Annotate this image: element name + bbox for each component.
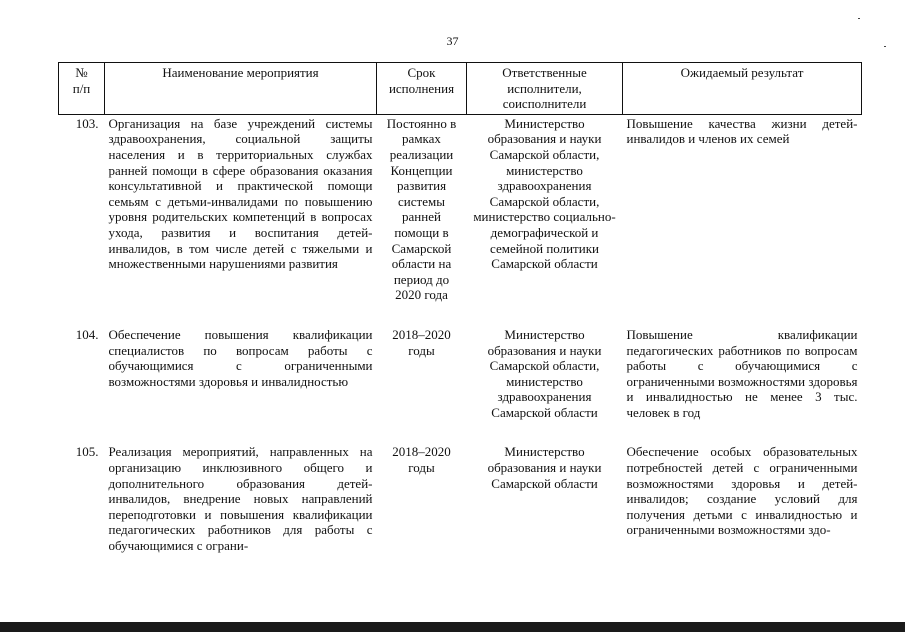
header-responsible-line1: Ответственные <box>502 65 587 80</box>
activity-name: Обеспечение повышения квалификации специалистов по вопросам работы с обучающимися с ограниченными возможностями здоровья и инвалидностью <box>108 326 373 389</box>
header-name: Наименование мероприятия <box>105 63 377 115</box>
row-number: 105. <box>75 444 99 460</box>
header-term-line2: исполнения <box>388 80 455 96</box>
header-responsible <box>467 63 623 115</box>
table-row-104 <box>59 326 862 421</box>
activity-term: 2018–2020 годы <box>392 326 451 358</box>
scan-speck <box>884 46 886 47</box>
activity-name: Реализация мероприятий, направленных на организацию инклюзивного общего и дополнительного образования детей-инвалидов, внедрение новых направлений переподготовки и повышения квалификации педагогических работников для работы с обучающимися с ограни- <box>108 444 373 554</box>
row-spacer <box>59 420 862 443</box>
header-num-line2: п/п <box>72 80 91 96</box>
activity-responsible: Министерство образования и науки Самарской области, министерство здравоохранения Самарской области, министерство социально-демографической и семейной политики Самарской области <box>473 115 616 272</box>
header-term <box>377 63 467 115</box>
scan-bottom-edge <box>0 622 905 632</box>
scan-speck <box>858 18 860 19</box>
table-row-105 <box>59 443 862 553</box>
header-term-line1: Срок <box>407 65 436 80</box>
activities-table <box>58 62 862 554</box>
activity-responsible: Министерство образования и науки Самарской области, министерство здравоохранения Самарской области <box>487 326 602 420</box>
header-responsible-line3: соисполнители <box>502 96 587 112</box>
header-responsible-line2: исполнители, <box>507 80 582 96</box>
table-row-103 <box>59 114 862 303</box>
activity-name: Организация на базе учреждений системы здравоохранения, социальной защиты населения и в территориальных службах ранней помощи в сфере образования оказания консультативной и практической помощи семьям с детьми-инвалидами по повышению уровня родительских компетенций в вопросах ухода, развития и воспитания детей-инвалидов, в том числе детей с тяжелыми и множественными нарушениями развития <box>108 115 373 272</box>
table-header-row <box>59 63 862 115</box>
activity-term: 2018–2020 годы <box>392 444 451 476</box>
page-number: 37 <box>446 34 459 48</box>
activity-responsible: Министерство образования и науки Самарской области <box>487 444 602 491</box>
header-result: Ожидаемый результат <box>623 63 862 115</box>
activity-term: Постоянно в рамках реализации Концепции развития системы ранней помощи в Самарской области на период до 2020 года <box>386 115 457 303</box>
row-spacer <box>59 303 862 326</box>
row-number: 104. <box>75 326 99 342</box>
activity-result: Обеспечение особых образовательных потребностей детей с ограниченными возможностями здоровья и детей-инвалидов; создание условий для получения детьми с инвалидностью и ограниченными возможностями здо- <box>626 444 858 538</box>
row-number: 103. <box>75 115 99 131</box>
header-num <box>59 63 105 115</box>
activity-result: Повышение квалификации педагогических работников по вопросам работы с обучающимися с ограниченными возможностями здоровья и инвалидностью не менее 3 тыс. человек в год <box>626 326 858 420</box>
activity-result: Повышение качества жизни детей-инвалидов и членов их семей <box>626 115 858 147</box>
header-num-line1: № <box>75 65 88 80</box>
